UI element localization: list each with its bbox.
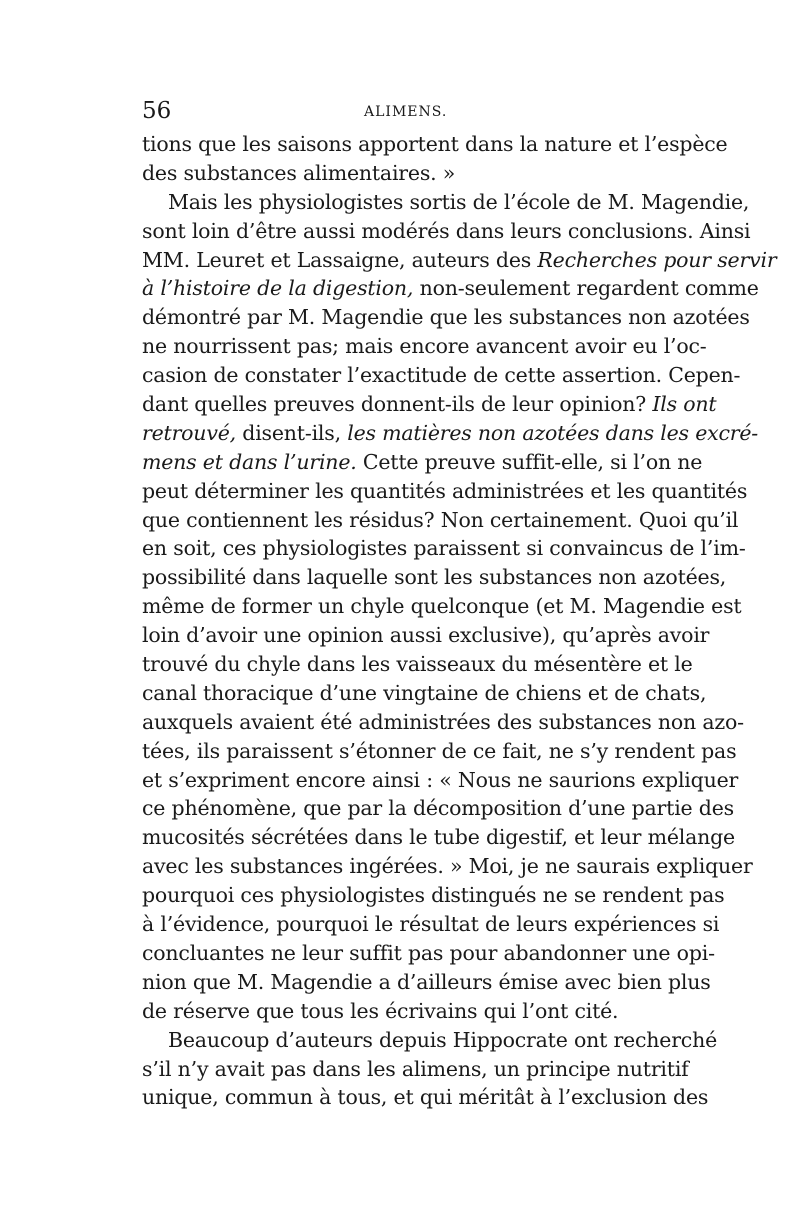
italic-text: à l’histoire de la digestion, — [142, 276, 414, 301]
italic-text: retrouvé, — [142, 420, 236, 445]
text-segment: que contiennent les résidus? Non certainement. Quoi qu’il — [142, 507, 739, 532]
text-segment: peut déterminer les quantités administrées et les quantités — [142, 478, 748, 503]
text-line — [142, 390, 717, 419]
text-line — [142, 448, 703, 477]
text-line — [142, 852, 753, 881]
text-segment: tées, ils paraissent s’étonner de ce fait, ne s’y rendent pas — [142, 738, 737, 763]
text-segment: disent-ils, — [235, 420, 348, 445]
text-segment: casion de constater l’exactitude de cette assertion. Cepen- — [142, 363, 741, 388]
text-segment: mucosités sécrétées dans le tube digestif, et leur mélange — [142, 825, 735, 850]
text-segment: concluantes ne leur suffit pas pour abandonner une opi- — [142, 940, 715, 965]
text-segment: dant quelles preuves donnent-ils de leur opinion? — [142, 392, 653, 417]
text-segment: de réserve que tous les écrivains qui l’ont cité. — [142, 998, 619, 1023]
text-line — [142, 303, 750, 332]
text-segment: démontré par M. Magendie que les substances non azotées — [142, 305, 750, 330]
text-segment: tions que les saisons apportent dans la nature et l’espèce — [142, 132, 728, 156]
text-line — [142, 621, 710, 650]
text-line — [142, 708, 744, 737]
text-line — [142, 766, 739, 795]
text-segment: Cette preuve suffit-elle, si l’on ne — [356, 449, 703, 474]
text-segment: en soit, ces physiologistes paraissent si convaincus de l’im- — [142, 536, 746, 561]
text-line — [142, 794, 734, 823]
text-line — [142, 188, 750, 217]
body-text — [142, 130, 777, 1112]
text-segment: loin d’avoir une opinion aussi exclusive), qu’après avoir — [142, 623, 710, 648]
text-line — [142, 997, 662, 1026]
running-head: ALIMENS. — [364, 104, 448, 120]
page-header — [142, 98, 662, 128]
text-segment: nion que M. Magendie a d’ailleurs émise avec bien plus — [142, 969, 711, 994]
text-line — [142, 650, 693, 679]
italic-text: Ils ont — [652, 392, 717, 417]
text-line — [142, 737, 737, 766]
text-line — [142, 477, 748, 506]
text-segment: auxquels avaient été administrées des substances non azo- — [142, 709, 744, 734]
text-segment: ce phénomène, que par la décomposition d’une partie des — [142, 796, 734, 821]
italic-text: les matières non azotées dans les excré- — [347, 420, 759, 445]
text-line — [142, 563, 727, 592]
text-line — [142, 881, 725, 910]
text-segment: s’il n’y avait pas dans les alimens, un principe nutritif — [142, 1056, 689, 1081]
text-segment: Beaucoup d’auteurs depuis Hippocrate ont recherché — [168, 1027, 718, 1052]
text-line — [142, 534, 746, 563]
text-segment: Mais les physiologistes sortis de l’école de M. Magendie, — [168, 189, 750, 214]
text-line — [142, 217, 751, 246]
text-line — [142, 246, 777, 275]
text-line — [142, 506, 739, 535]
text-segment: trouvé du chyle dans les vaisseaux du mésentère et le — [142, 652, 693, 677]
text-line — [142, 361, 741, 390]
page-number: 56 — [142, 98, 172, 124]
text-segment: même de former un chyle quelconque (et M. Magendie est — [142, 594, 742, 619]
text-line — [142, 939, 715, 968]
text-line — [142, 274, 759, 303]
text-line — [142, 910, 720, 939]
text-segment: possibilité dans laquelle sont les substances non azotées, — [142, 565, 727, 590]
text-segment: sont loin d’être aussi modérés dans leurs conclusions. Ainsi — [142, 218, 751, 243]
text-line — [142, 823, 735, 852]
text-line — [142, 592, 742, 621]
text-segment: des substances alimentaires. » — [142, 160, 456, 185]
text-segment: MM. Leuret et Lassaigne, auteurs des — [142, 247, 538, 272]
text-line — [142, 332, 707, 361]
text-segment: non-seulement regardent comme — [413, 276, 759, 301]
text-line — [142, 1026, 718, 1055]
text-line — [142, 419, 759, 448]
text-line — [142, 679, 707, 708]
text-line — [142, 159, 662, 188]
text-line — [142, 968, 711, 997]
text-segment: unique, commun à tous, et qui méritât à l’exclusion des — [142, 1085, 709, 1110]
text-line — [142, 130, 728, 159]
text-segment: avec les substances ingérées. » Moi, je ne saurais expliquer — [142, 854, 753, 879]
italic-text: Recherches pour servir — [537, 247, 777, 272]
italic-text: mens et dans l’urine. — [142, 449, 357, 474]
text-segment: pourquoi ces physiologistes distingués ne se rendent pas — [142, 883, 725, 908]
text-segment: ne nourrissent pas; mais encore avancent avoir eu l’oc- — [142, 334, 707, 359]
text-segment: à l’évidence, pourquoi le résultat de leurs expériences si — [142, 912, 720, 937]
text-segment: canal thoracique d’une vingtaine de chiens et de chats, — [142, 680, 707, 705]
text-line — [142, 1083, 709, 1112]
text-line — [142, 1055, 689, 1084]
text-segment: et s’expriment encore ainsi : « Nous ne saurions expliquer — [142, 767, 739, 792]
